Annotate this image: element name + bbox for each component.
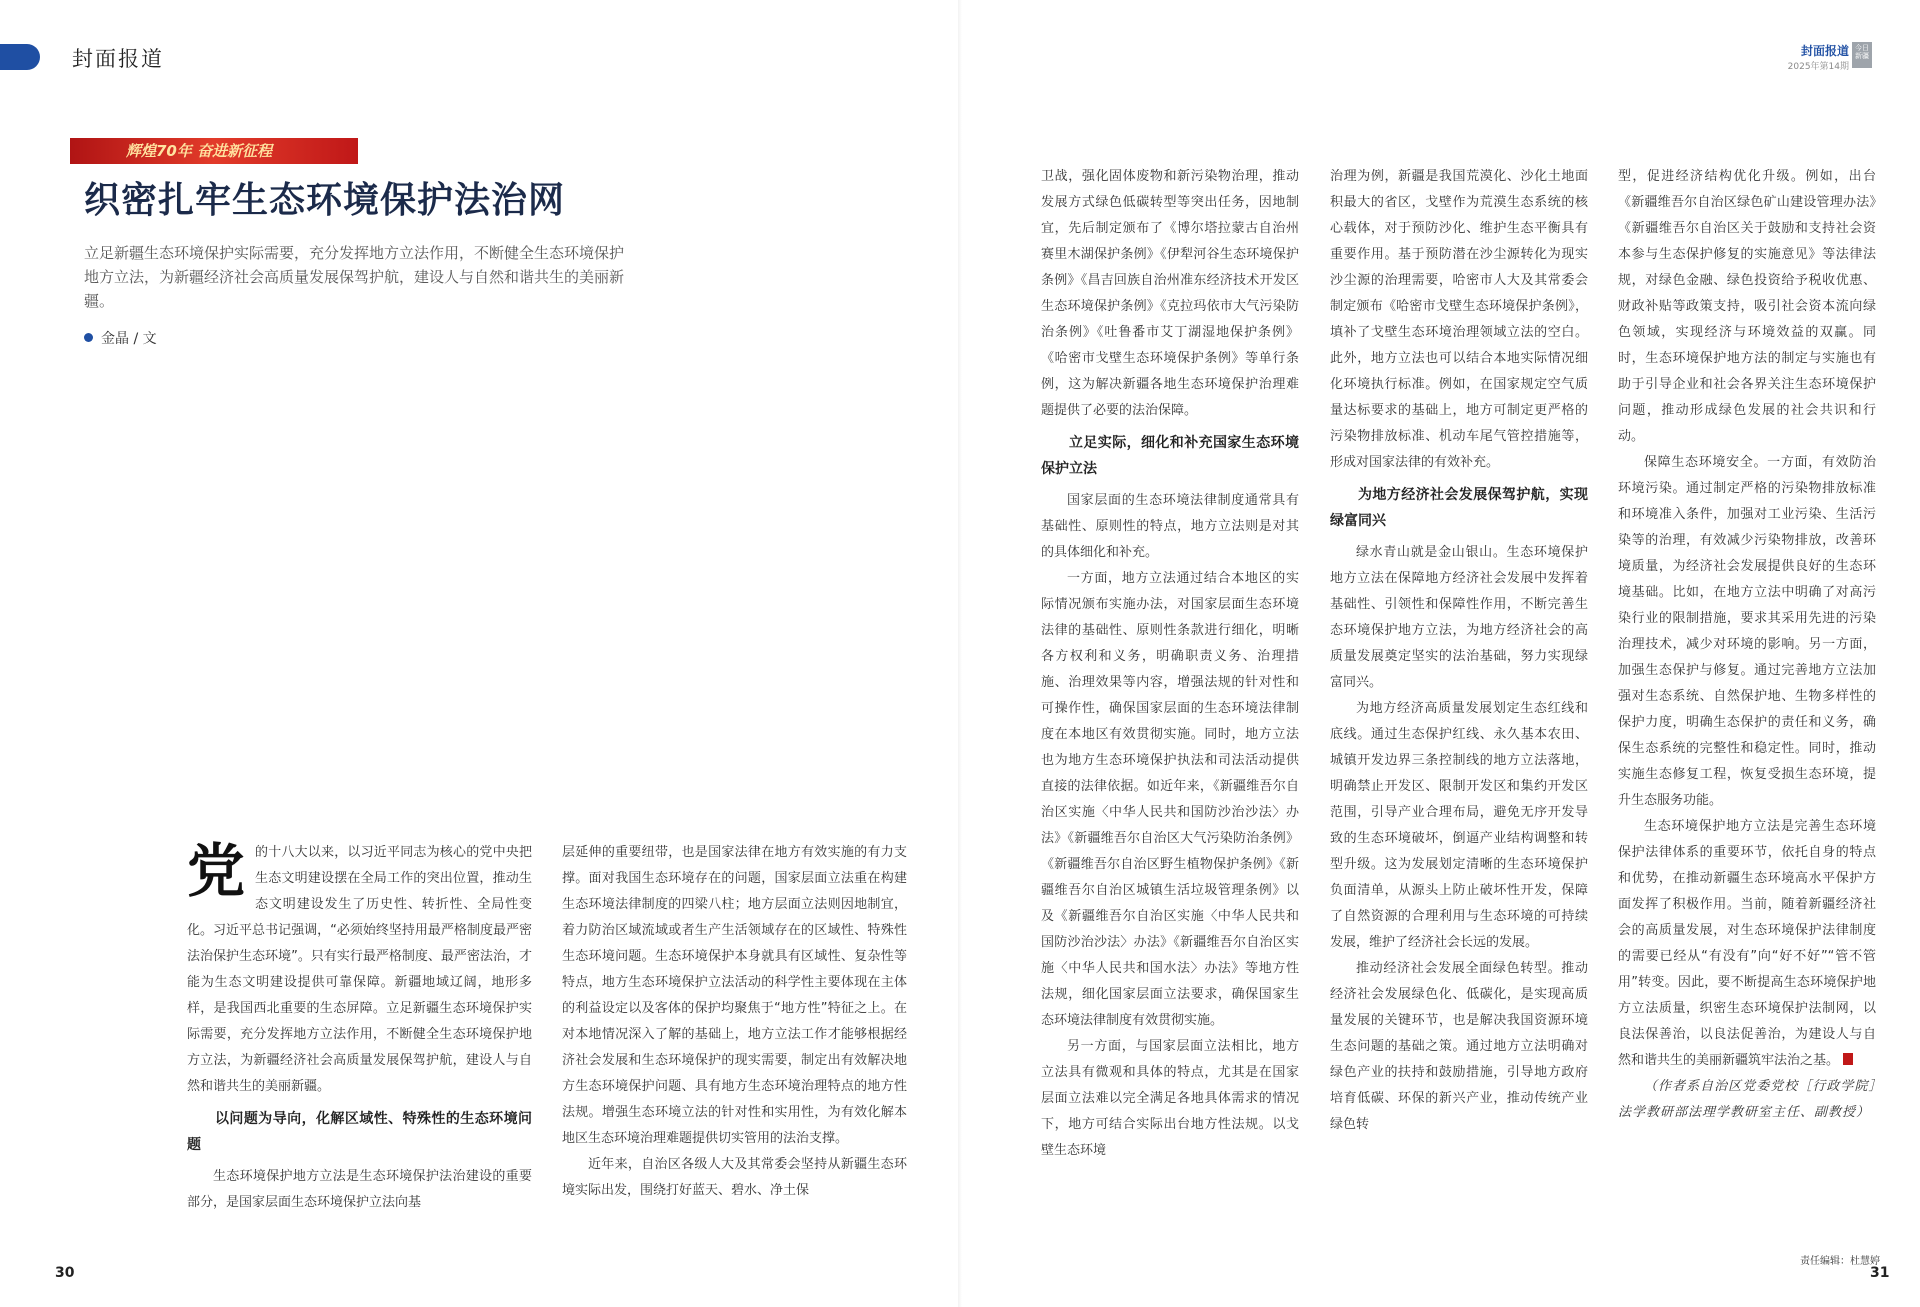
subheading: 为地方经济社会发展保驾护航，实现绿富同兴 xyxy=(1330,487,1588,529)
paragraph: 卫战，强化固体废物和新污染物治理，推动发展方式绿色低碳转型等突出任务，因地制宜，先后制定颁布了《博尔塔拉蒙古自治州赛里木湖保护条例》《伊犁河谷生态环境保护条例》《昌吉回族自治州准东经济技术开发区生态环境保护条例》《克拉玛依市大气污染防治条例》《吐鲁番市艾丁湖湿地保护条例》《哈密市戈壁生态环境保护条例》等单行条例，这为解决新疆各地生态环境保护治理难题提供了必要的法治保障。 xyxy=(1041,169,1299,418)
end-mark xyxy=(1843,1053,1853,1065)
page-gutter xyxy=(958,0,962,1307)
paragraph: 层延伸的重要纽带，也是国家法律在地方有效实施的有力支撑。面对我国生态环境存在的问题，国家层面立法重在构建生态环境法律制度的四梁八柱；地方层面立法则因地制宜，着力防治区域流域或者生产生活领域存在的区域性、特殊性生态环境问题。生态环境保护本身就具有区域性、复杂性等特点，地方生态环境保护立法活动的科学性主要体现在主体的利益设定以及客体的保护均聚焦于“地方性”特征之上。在对本地情况深入了解的基础上，地方立法工作才能够根据经济社会发展和生态环境保护的现实需要，制定出有效解决地方生态环境保护问题、具有地方生态环境治理特点的地方性法规。增强生态环境立法的针对性和实用性，为有效化解本地区生态环境治理难题提供切实管用的法治支撑。 xyxy=(562,845,907,1146)
paragraph: 一方面，地方立法通过结合本地区的实际情况颁布实施办法，对国家层面生态环境法律的基础性、原则性条款进行细化，明晰各方权利和义务，明确职责义务、治理措施、治理效果等内容，增强法规的针对性和可操作性，确保国家层面的生态环境法律制度在本地区有效贯彻实施。同时，地方立法也为地方生态环境保护执法和司法活动提供直接的法律依据。如近年来，《新疆维吾尔自治区实施〈中华人民共和国防沙治沙法〉办法》《新疆维吾尔自治区大气污染防治条例》《新疆维吾尔自治区野生植物保护条例》《新疆维吾尔自治区城镇生活垃圾管理条例》以及《新疆维吾尔自治区实施〈中华人民共和国防沙治沙法〉办法》《新疆维吾尔自治区实施〈中华人民共和国水法〉办法》等地方性法规，细化国家层面立法要求，确保国家生态环境法律制度有效贯彻实施。 xyxy=(1041,571,1299,1028)
banner-text: 辉煌70年 奋进新征程 xyxy=(126,142,273,160)
bullet-dot xyxy=(84,333,93,342)
editor-credit: 责任编辑：杜慧婷 xyxy=(1800,1256,1880,1267)
column-banner xyxy=(70,138,358,164)
paragraph xyxy=(1618,814,1876,1074)
paragraph: 推动经济社会发展全面绿色转型。推动经济社会发展绿色化、低碳化，是实现高质量发展的关键环节，也是解决我国资源环境生态问题的基础之策。通过地方立法明确对绿色产业的扶持和鼓励措施，引导地方政府培育低碳、环保的新兴产业，推动传统产业绿色转 xyxy=(1330,961,1588,1132)
page-number-left: 30 xyxy=(55,1265,75,1281)
text-column-3 xyxy=(1041,164,1299,1164)
paragraph: 另一方面，与国家层面立法相比，地方立法具有微观和具体的特点，尤其是在国家层面立法难以完全满足各地具体需求的情况下，地方可结合实际出台地方性法规。以戈壁生态环境 xyxy=(1041,1039,1299,1158)
drop-cap: 党 xyxy=(187,837,246,905)
brand-badge: 今日新疆 xyxy=(1852,42,1872,68)
magazine-brand xyxy=(1788,42,1872,72)
article-lead: 立足新疆生态环境保护实际需要，充分发挥地方立法作用，不断健全生态环境保护地方立法，为新疆经济社会高质量发展保驾护航，建设人与自然和谐共生的美丽新疆。 xyxy=(84,244,625,310)
text-column-5 xyxy=(1618,164,1876,1126)
closing-paragraph: 生态环境保护地方立法是完善生态环境保护法律体系的重要环节，依托自身的特点和优势，在推动新疆生态环境高水平保护方面发挥了积极作用。当前，随着新疆经济社会的高质量发展，对生态环境保护法律制度的需要已经从“有没有”向“好不好”“管不管用”转变。因此，要不断提高生态环境保护地方立法质量，织密生态环境保护法制网，以良法保善治，以良法促善治，为建设人与自然和谐共生的美丽新疆筑牢法治之基。 xyxy=(1618,819,1876,1068)
page-number-right: 31 xyxy=(1870,1265,1890,1281)
paragraph: 的十八大以来，以习近平同志为核心的党中央把生态文明建设摆在全局工作的突出位置，推动生态文明建设发生了历史性、转折性、全局性变化。习近平总书记强调，“必须始终坚持用最严格制度最严密法治保护生态环境”。只有实行最严格制度、最严密法治，才能为生态文明建设提供可靠保障。新疆地域辽阔，地形多样，是我国西北重要的生态屏障。立足新疆生态环境保护实际需要，充分发挥地方立法作用，不断健全生态环境保护地方立法，为新疆经济社会高质量发展保驾护航，建设人与自然和谐共生的美丽新疆。 xyxy=(187,845,532,1094)
brand-name: 封面报道 xyxy=(1800,44,1849,58)
article-author xyxy=(84,328,157,348)
brand-issue: 2025年第14期 xyxy=(1787,62,1849,72)
author-note: （作者系自治区党委党校［行政学院］法学教研部法理学教研室主任、副教授） xyxy=(1618,1079,1876,1120)
text-column-2 xyxy=(562,840,907,1204)
paragraph: 治理为例，新疆是我国荒漠化、沙化土地面积最大的省区，戈壁作为荒漠生态系统的核心载体，对于预防沙化、维护生态平衡具有重要作用。基于预防潜在沙尘源转化为现实沙尘源的治理需要，哈密市人大及其常委会制定颁布《哈密市戈壁生态环境保护条例》，填补了戈壁生态环境治理领域立法的空白。此外，地方立法也可以结合本地实际情况细化环境执行标准。例如，在国家规定空气质量达标要求的基础上，地方可制定更严格的污染物排放标准、机动车尾气管控措施等，形成对国家法律的有效补充。 xyxy=(1330,169,1588,470)
paragraph: 近年来，自治区各级人大及其常委会坚持从新疆生态环境实际出发，围绕打好蓝天、碧水、净土保 xyxy=(562,1157,907,1198)
subheading: 以问题为导向，化解区域性、特殊性的生态环境问题 xyxy=(187,1111,532,1153)
paragraph: 国家层面的生态环境法律制度通常具有基础性、原则性的特点，地方立法则是对其的具体细化和补充。 xyxy=(1041,493,1299,560)
paragraph: 保障生态环境安全。一方面，有效防治环境污染。通过制定严格的污染物排放标准和环境准入条件，加强对工业污染、生活污染等的治理，有效减少污染物排放，改善环境质量，为经济社会发展提供良好的生态环境基础。比如，在地方立法中明确了对高污染行业的限制措施，要求其采用先进的污染治理技术，减少对环境的影响。另一方面，加强生态保护与修复。通过完善地方立法加强对生态系统、自然保护地、生物多样性的保护力度，明确生态保护的责任和义务，确保生态系统的完整性和稳定性。同时，推动实施生态修复工程，恢复受损生态环境，提升生态服务功能。 xyxy=(1618,455,1876,808)
author-name: 金晶 / 文 xyxy=(101,331,157,347)
paragraph: 绿水青山就是金山银山。生态环境保护地方立法在保障地方经济社会发展中发挥着基础性、引领性和保障性作用，不断完善生态环境保护地方立法，为地方经济社会的高质量发展奠定坚实的法治基础，努力实现绿富同兴。 xyxy=(1330,545,1588,690)
paragraph: 生态环境保护地方立法是生态环境保护法治建设的重要部分，是国家层面生态环境保护立法向基 xyxy=(187,1169,532,1210)
subheading: 立足实际，细化和补充国家生态环境保护立法 xyxy=(1041,435,1299,477)
paragraph: 型，促进经济结构优化升级。例如，出台《新疆维吾尔自治区绿色矿山建设管理办法》《新疆维吾尔自治区关于鼓励和支持社会资本参与生态保护修复的实施意见》等法律法规，对绿色金融、绿色投资给予税收优惠、财政补贴等政策支持，吸引社会资本流向绿色领域，实现经济与环境效益的双赢。同时，生态环境保护地方法的制定与实施也有助于引导企业和社会各界关注生态环境保护问题，推动形成绿色发展的社会共识和行动。 xyxy=(1618,169,1876,444)
section-tab-marker xyxy=(0,44,40,70)
text-column-1 xyxy=(187,837,532,1216)
text-column-4 xyxy=(1330,164,1588,1138)
paragraph: 为地方经济高质量发展划定生态红线和底线。通过生态保护红线、永久基本农田、城镇开发边界三条控制线的地方立法落地，明确禁止开发区、限制开发区和集约开发区范围，引导产业合理布局，避免无序开发导致的生态环境破坏，倒逼产业结构调整和转型升级。这为发展划定清晰的生态环境保护负面清单，从源头上防止破坏性开发，保障了自然资源的合理利用与生态环境的可持续发展，维护了经济社会长远的发展。 xyxy=(1330,701,1588,950)
section-title: 封面报道 xyxy=(72,47,164,71)
article-title: 织密扎牢生态环境保护法治网 xyxy=(84,180,566,221)
